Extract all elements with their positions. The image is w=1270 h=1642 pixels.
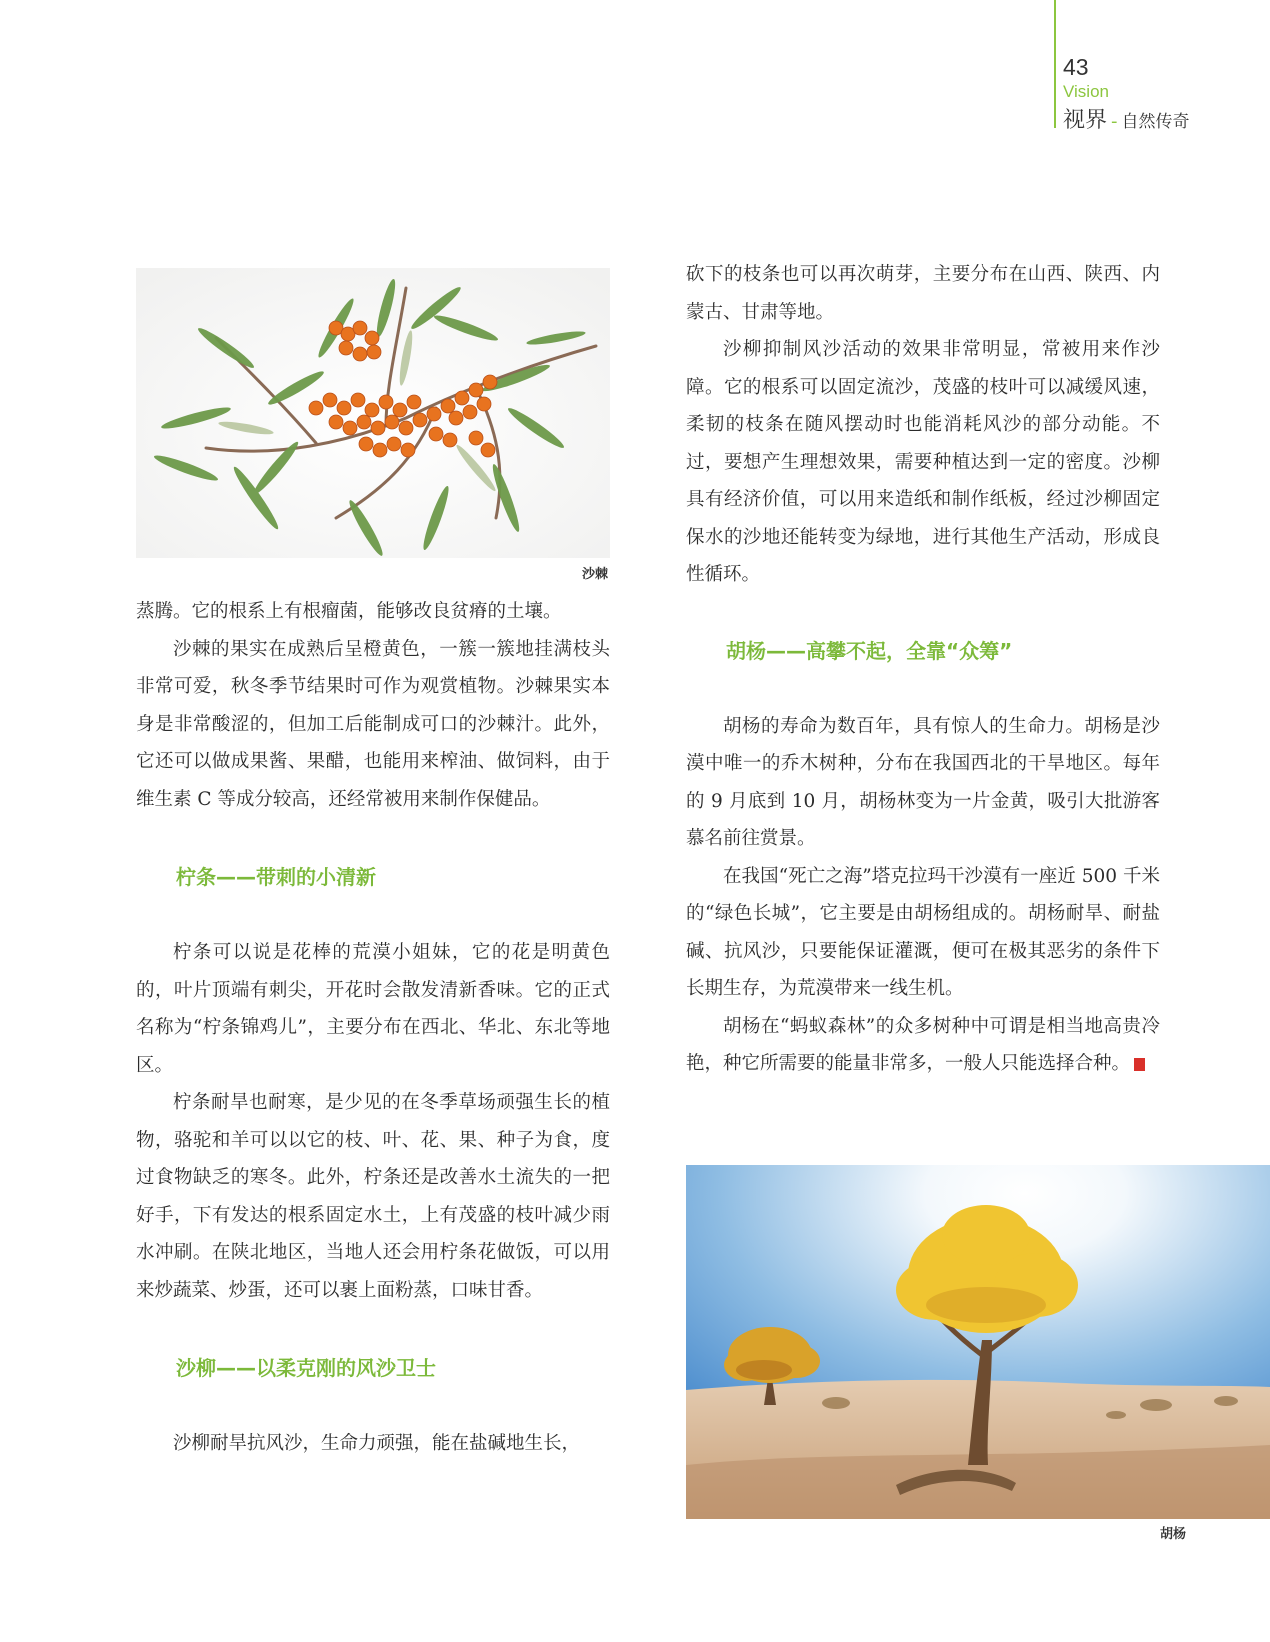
page-number: 43 xyxy=(1063,54,1089,80)
paragraph-populus-1: 胡杨的寿命为数百年，具有惊人的生命力。胡杨是沙漠中唯一的乔木树种，分布在我国西北的干旱地区。每年的 9 月底到 10 月，胡杨林变为一片金黄，吸引大批游客慕名前往赏景。 xyxy=(686,715,1160,849)
heading-sand-willow: 沙柳——以柔克刚的风沙卫士 xyxy=(176,1356,436,1380)
section-separator: - xyxy=(1111,111,1118,132)
paragraph-populus-2: 在我国“死亡之海”塔克拉玛干沙漠有一座近 500 千米的“绿色长城”，它主要是由胡杨组成的。胡杨耐旱、耐盐碱、抗风沙，只要能保证灌溉，便可在极其恶劣的条件下长期生存，为荒漠带来一线生机。 xyxy=(686,865,1160,999)
paragraph-populus-3-text: 胡杨在“蚂蚁森林”的众多树种中可谓是相当地高贵冷艳，种它所需要的能量非常多，一般人只能选择合种。 xyxy=(686,1015,1160,1074)
end-mark-icon: S xyxy=(1134,1058,1145,1071)
subsection-name: 自然传奇 xyxy=(1121,112,1190,132)
paragraph-sand-willow-1: 沙柳耐旱抗风沙，生命力顽强，能在盐碱地生长， xyxy=(173,1433,581,1454)
paragraph-sea-buckthorn: 沙棘的果实在成熟后呈橙黄色，一簇一簇地挂满枝头非常可爱，秋冬季节结果时可作为观赏植物。沙棘果实本身是非常酸涩的，但加工后能制成可口的沙棘汁。此外，它还可以做成果酱、果醋，也能用来榨油、做饲料，由于维生素 C 等成分较高，还经常被用来制作保健品。 xyxy=(136,638,610,810)
sea-buckthorn-photo xyxy=(136,268,610,558)
heading-caragana: 柠条——带刺的小清新 xyxy=(176,865,376,889)
populus-photo xyxy=(686,1165,1270,1519)
section-title-en: Vision xyxy=(1063,82,1109,101)
section-title-zh xyxy=(1063,103,1190,134)
paragraph-sand-willow-2: 沙柳抑制风沙活动的效果非常明显，常被用来作沙障。它的根系可以固定流沙，茂盛的枝叶可以减缓风速，柔韧的枝条在随风摆动时也能消耗风沙的部分动能。不过，要想产生理想效果，需要种植达到一定的密度。沙柳具有经济价值，可以用来造纸和制作纸板，经过沙柳固定保水的沙地还能转变为绿地，进行其他生产活动，形成良性循环。 xyxy=(686,339,1160,585)
paragraph-caragana-2: 柠条耐旱也耐寒，是少见的在冬季草场顽强生长的植物，骆驼和羊可以以它的枝、叶、花、果、种子为食，度过食物缺乏的寒冬。此外，柠条还是改善水土流失的一把好手，下有发达的根系固定水土，上有茂盛的枝叶减少雨水冲刷。在陕北地区，当地人还会用柠条花做饭，可以用来炒蔬菜、炒蛋，还可以裹上面粉蒸，口味甘香。 xyxy=(136,1092,610,1301)
paragraph-continued-right: 砍下的枝条也可以再次萌芽，主要分布在山西、陕西、内蒙古、甘肃等地。 xyxy=(686,264,1160,323)
heading-populus: 胡杨——高攀不起，全靠“众筹” xyxy=(726,638,1013,663)
section-name: 视界 xyxy=(1063,108,1108,133)
left-column xyxy=(136,593,610,1463)
populus-caption: 胡杨 xyxy=(1160,1527,1187,1542)
paragraph-continued: 蒸腾。它的根系上有根瘤菌，能够改良贫瘠的土壤。 xyxy=(136,601,562,622)
paragraph-populus-3 xyxy=(686,1008,1178,1083)
header-divider xyxy=(1054,0,1056,128)
right-column xyxy=(686,256,1178,1083)
paragraph-caragana-1: 柠条可以说是花棒的荒漠小姐妹，它的花是明黄色的，叶片顶端有刺尖，开花时会散发清新香味。它的正式名称为“柠条锦鸡儿”，主要分布在西北、华北、东北等地区。 xyxy=(136,942,610,1076)
sea-buckthorn-caption: 沙棘 xyxy=(582,567,609,582)
